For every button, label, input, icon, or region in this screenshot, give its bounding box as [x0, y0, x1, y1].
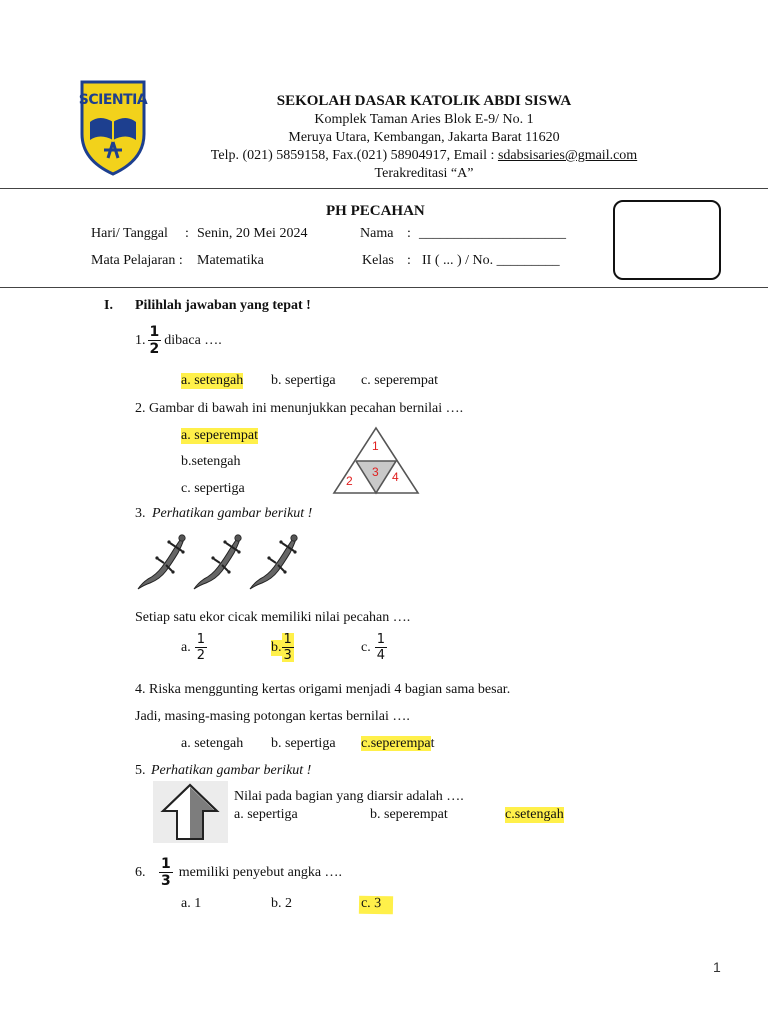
q6-option-a[interactable]: a. 1: [181, 896, 202, 911]
name-separator: :: [407, 226, 411, 241]
q2-option-c[interactable]: c. sepertiga: [181, 481, 245, 496]
q3-text: Perhatikan gambar berikut !: [152, 506, 313, 521]
contact-text: Telp. (021) 5859158, Fax.(021) 58904917, Email :: [210, 148, 498, 163]
school-name: SEKOLAH DASAR KATOLIK ABDI SISWA: [276, 93, 572, 109]
address-line-2: Meruya Utara, Kembangan, Jakarta Barat 11620: [288, 130, 560, 145]
email-link[interactable]: sdabsisaries@gmail.com: [497, 148, 638, 163]
header-divider: [0, 188, 768, 189]
q5-option-c[interactable]: c.setengah: [505, 807, 564, 822]
info-divider: [0, 287, 768, 288]
q3-option-b-numerator: 1: [283, 632, 292, 647]
q6-denominator: 3: [161, 873, 171, 889]
logo-wordmark: SCIENTIA: [78, 92, 148, 108]
address-line-1: Komplek Taman Aries Blok E-9/ No. 1: [314, 112, 534, 127]
q3-option-a[interactable]: [181, 633, 207, 662]
q6-text: memiliki penyebut angka ….: [178, 864, 343, 880]
q3-option-b-label: b.: [271, 639, 282, 655]
q5-question: Nilai pada bagian yang diarsir adalah ….: [234, 789, 464, 804]
triangle-label-2: 2: [346, 474, 353, 488]
contact-line: [150, 148, 698, 164]
page-title: PH PECAHAN: [326, 203, 425, 219]
q6-option-b[interactable]: b. 2: [271, 896, 292, 911]
section-number: I.: [104, 298, 113, 313]
q3-number: 3.: [135, 506, 146, 521]
q3-option-c-fraction: [375, 633, 387, 662]
q2-triangle-figure: [330, 425, 422, 495]
school-logo: [78, 78, 148, 176]
page-number: 1: [713, 959, 721, 975]
q3-option-c-denominator: 4: [376, 648, 385, 663]
gecko-icon: [194, 535, 241, 589]
q5-text: Perhatikan gambar berikut !: [151, 763, 312, 778]
q6-option-c[interactable]: c. 3: [359, 896, 394, 915]
score-box[interactable]: [613, 200, 721, 280]
q5-number: 5.: [135, 763, 146, 778]
question-5: [135, 763, 311, 779]
q3-question: Setiap satu ekor cicak memiliki nilai pecahan ….: [135, 610, 411, 625]
class-field[interactable]: II ( ... ) / No. _________: [422, 253, 560, 268]
q4-option-c-rest: t: [430, 736, 435, 751]
q5-option-a[interactable]: a. sepertiga: [234, 807, 298, 822]
triangle-label-3: 3: [372, 465, 379, 479]
date-label: Hari/ Tanggal: [91, 226, 168, 241]
q4-option-a[interactable]: a. setengah: [181, 736, 244, 751]
question-1: [135, 325, 222, 356]
q5-arrow-figure: [153, 781, 228, 843]
q3-option-b-denominator: 3: [283, 648, 292, 663]
question-6: [135, 857, 342, 888]
q3-option-c[interactable]: [361, 633, 387, 662]
q1-option-a[interactable]: a. setengah: [181, 373, 244, 388]
accreditation: Terakreditasi “A”: [374, 166, 474, 181]
question-3: [135, 506, 312, 522]
gecko-figure: [134, 531, 306, 593]
gecko-icon: [250, 535, 297, 589]
q3-option-b-fraction: [282, 633, 294, 662]
q3-option-a-fraction: [195, 633, 207, 662]
q2-option-b[interactable]: b.setengah: [181, 454, 241, 469]
triangle-label-4: 4: [392, 470, 399, 484]
question-2: 2. Gambar di bawah ini menunjukkan pecahan bernilai ….: [135, 401, 464, 416]
q3-option-a-denominator: 2: [196, 648, 205, 663]
q4-option-c-highlight: c.seperempa: [361, 736, 431, 751]
q5-option-b[interactable]: b. seperempat: [370, 807, 448, 822]
q3-option-a-numerator: 1: [196, 632, 205, 647]
q1-fraction: [148, 325, 162, 356]
q3-option-b[interactable]: [271, 633, 294, 662]
q6-number: 6.: [135, 864, 146, 880]
q2-option-a[interactable]: a. seperempat: [181, 428, 258, 443]
name-label: Nama: [360, 226, 394, 241]
q3-option-c-label: c.: [361, 639, 371, 655]
subject-label: Mata Pelajaran :: [91, 253, 183, 268]
question-4-line-1: 4. Riska menggunting kertas origami menjadi 4 bagian sama besar.: [135, 682, 511, 697]
date-separator: :: [185, 226, 189, 241]
q3-option-c-numerator: 1: [376, 632, 385, 647]
section-instruction: Pilihlah jawaban yang tepat !: [135, 298, 311, 313]
q1-numerator: 1: [149, 324, 160, 340]
q1-option-b[interactable]: b. sepertiga: [271, 373, 336, 388]
gecko-icon: [138, 535, 185, 589]
q1-option-c[interactable]: c. seperempat: [361, 373, 438, 388]
q3-option-a-label: a.: [181, 639, 191, 655]
subject-value: Matematika: [197, 253, 264, 268]
date-value: Senin, 20 Mei 2024: [197, 226, 308, 241]
triangle-label-1: 1: [372, 439, 379, 453]
class-label: Kelas: [362, 253, 394, 268]
q6-fraction: [159, 857, 173, 888]
q4-option-b[interactable]: b. sepertiga: [271, 736, 336, 751]
q1-text: dibaca ….: [164, 332, 222, 348]
q4-option-c[interactable]: [361, 736, 434, 752]
question-4-line-2: Jadi, masing-masing potongan kertas bernilai ….: [135, 709, 410, 724]
class-separator: :: [407, 253, 411, 268]
name-field[interactable]: _____________________: [419, 226, 566, 241]
q1-denominator: 2: [149, 341, 160, 357]
q6-numerator: 1: [161, 856, 171, 872]
q1-number: 1.: [135, 332, 146, 348]
